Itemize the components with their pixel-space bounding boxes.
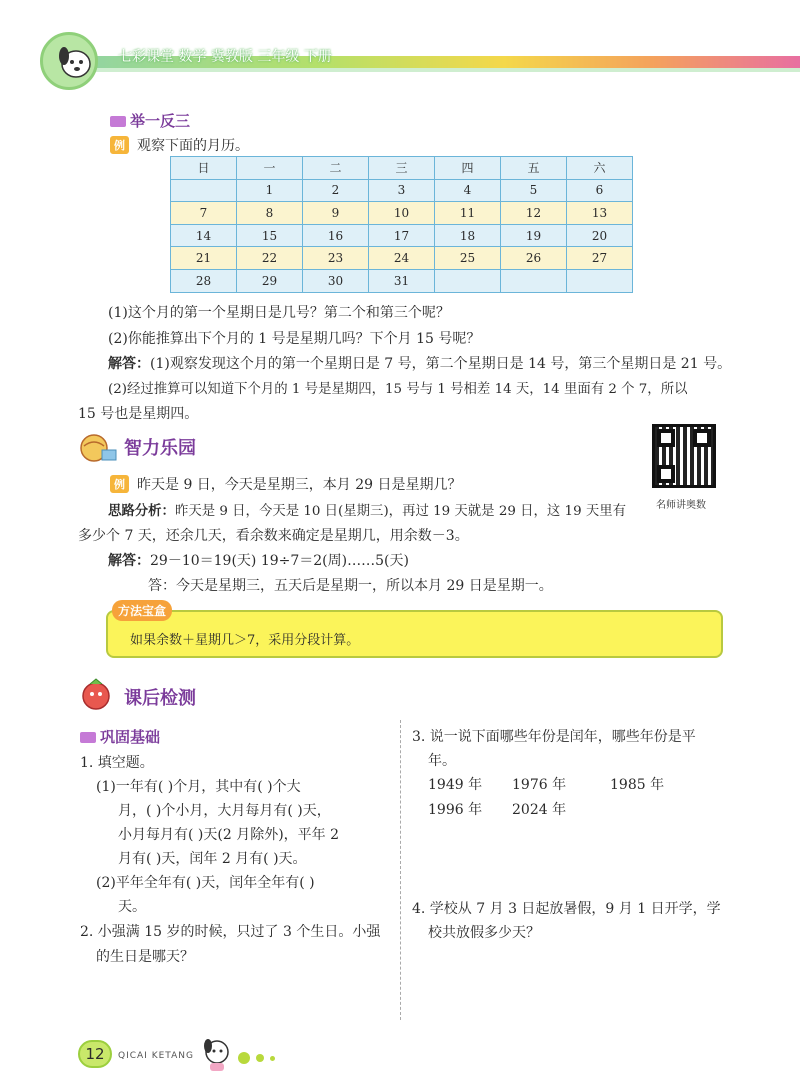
calendar-cell: 7 xyxy=(171,202,237,225)
calendar-cell: 8 xyxy=(237,202,303,225)
strawberry-mascot-icon xyxy=(76,676,118,712)
calendar-header-cell: 二 xyxy=(303,157,369,180)
dog-mascot-icon xyxy=(52,40,100,84)
calendar-cell xyxy=(567,269,633,292)
calendar-table xyxy=(170,156,633,293)
page-number: 12 xyxy=(78,1040,112,1068)
footer-brand: QICAI KETANG xyxy=(118,1051,194,1061)
calendar-cell: 30 xyxy=(303,269,369,292)
section-after-class-title: 课后检测 xyxy=(124,688,196,709)
exercise-1-line-2: 月，( )个小月，大月每月有( )天， xyxy=(118,803,331,819)
exercise-3-line-2: 年。 xyxy=(428,753,456,769)
example2-prompt-line xyxy=(110,474,462,494)
calendar-header-cell: 三 xyxy=(369,157,435,180)
calendar-cell: 3 xyxy=(369,179,435,202)
calendar-cell xyxy=(171,179,237,202)
book-icon xyxy=(110,116,126,127)
example1-answer-1: 解答：(1)观察发现这个月的第一个星期日是 7 号，第二个星期日是 14 号，第三个星期日是 21 号。 xyxy=(108,356,732,372)
calendar-cell: 5 xyxy=(501,179,567,202)
calendar-header-row xyxy=(171,157,633,180)
qr-caption: 名师讲奥数 xyxy=(656,500,706,511)
calendar-cell: 12 xyxy=(501,202,567,225)
exercise-1-line-5: (2)平年全年有( )天，闰年全年有( ) xyxy=(96,875,315,891)
calendar-cell: 9 xyxy=(303,202,369,225)
calendar-cell: 19 xyxy=(501,224,567,247)
calendar-cell: 20 xyxy=(567,224,633,247)
section-basic-title: 巩固基础 xyxy=(80,726,160,747)
method-tag: 方法宝盒 xyxy=(112,600,172,621)
year-item: 1949 年 xyxy=(428,777,483,793)
exercise-1-line-6: 天。 xyxy=(118,899,146,915)
calendar-cell: 15 xyxy=(237,224,303,247)
exercise-1-line-3: 小月每月有( )天(2 月除外)，平年 2 xyxy=(118,827,340,843)
example1-prompt-line xyxy=(110,135,249,155)
exercise-3-line-1: 3. 说一说下面哪些年份是闰年，哪些年份是平 xyxy=(412,729,696,745)
exercise-1-title: 1. 填空题。 xyxy=(80,755,154,771)
section-puzzle-title: 智力乐园 xyxy=(124,438,196,459)
example1-answer-2b: 15 号也是星期四。 xyxy=(78,406,199,422)
footer-dots xyxy=(238,1050,281,1066)
calendar-cell: 13 xyxy=(567,202,633,225)
example2-answer-text: 答：今天是星期三，五天后是星期一，所以本月 29 日是星期一。 xyxy=(148,578,553,594)
dog-mascot-icon xyxy=(200,1034,234,1074)
example1-prompt: 观察下面的月历。 xyxy=(137,138,249,154)
calendar-cell: 18 xyxy=(435,224,501,247)
calendar-cell: 21 xyxy=(171,247,237,270)
example1-question-2: (2)你能推算出下个月的 1 号是星期几吗？下个月 15 号呢？ xyxy=(108,331,481,347)
calendar-row xyxy=(171,224,633,247)
example-tag: 例 xyxy=(110,475,129,493)
calendar-cell: 31 xyxy=(369,269,435,292)
calendar-cell: 11 xyxy=(435,202,501,225)
calendar-row xyxy=(171,202,633,225)
calendar-cell: 23 xyxy=(303,247,369,270)
calendar-row xyxy=(171,247,633,270)
globe-mascot-icon xyxy=(76,428,118,464)
example1-question-1: (1)这个月的第一个星期日是几号？第二个和第三个呢？ xyxy=(108,305,450,321)
year-item: 2024 年 xyxy=(512,802,567,818)
year-item: 1985 年 xyxy=(610,777,665,793)
example2-analysis-b: 多少个 7 天，还余几天，看余数来确定是星期几，用余数－3。 xyxy=(78,528,469,544)
calendar-header-cell: 一 xyxy=(237,157,303,180)
calendar-cell: 29 xyxy=(237,269,303,292)
header-underline xyxy=(60,68,800,72)
calendar-cell: 2 xyxy=(303,179,369,202)
exercise-4-line-1: 4. 学校从 7 月 3 日起放暑假，9 月 1 日开学，学 xyxy=(412,901,721,917)
book-icon xyxy=(80,732,96,743)
page-header xyxy=(0,34,800,84)
calendar-header-cell: 日 xyxy=(171,157,237,180)
calendar-cell: 24 xyxy=(369,247,435,270)
calendar-cell: 28 xyxy=(171,269,237,292)
calendar-header-cell: 四 xyxy=(435,157,501,180)
exercise-2-line-2: 的生日是哪天？ xyxy=(96,949,194,965)
calendar-cell xyxy=(435,269,501,292)
calendar-cell: 1 xyxy=(237,179,303,202)
calendar-cell: 6 xyxy=(567,179,633,202)
calendar-cell: 17 xyxy=(369,224,435,247)
exercise-1-line-4: 月有( )天，闰年 2 月有( )天。 xyxy=(118,851,307,867)
section-example-title: 举一反三 xyxy=(110,110,190,131)
calendar-cell: 4 xyxy=(435,179,501,202)
calendar-header-cell: 五 xyxy=(501,157,567,180)
method-text: 如果余数＋星期几＞7，采用分段计算。 xyxy=(130,633,360,648)
calendar-cell xyxy=(501,269,567,292)
year-item: 1996 年 xyxy=(428,802,483,818)
example2-analysis-a: 思路分析：昨天是 9 日，今天是 10 日(星期三)，再过 19 天就是 29 日，这 19 天里有 xyxy=(108,504,627,519)
example1-answer-2a: (2)经过推算可以知道下个月的 1 号是星期四，15 号与 1 号相差 14 天，14 里面有 2 个 7，所以 xyxy=(108,382,688,397)
exercise-1-line-1: (1)一年有( )个月，其中有( )个大 xyxy=(96,779,301,795)
calendar-cell: 16 xyxy=(303,224,369,247)
calendar-cell: 27 xyxy=(567,247,633,270)
column-divider xyxy=(400,720,401,1020)
example2-prompt: 昨天是 9 日，今天是星期三，本月 29 日是星期几？ xyxy=(137,477,462,493)
qr-code[interactable] xyxy=(652,424,716,488)
calendar-cell: 14 xyxy=(171,224,237,247)
calendar-row xyxy=(171,269,633,292)
calendar-header-cell: 六 xyxy=(567,157,633,180)
exercise-4-line-2: 校共放假多少天？ xyxy=(428,925,540,941)
calendar-cell: 22 xyxy=(237,247,303,270)
calendar-row xyxy=(171,179,633,202)
calendar-cell: 10 xyxy=(369,202,435,225)
example-tag: 例 xyxy=(110,136,129,154)
exercise-2-line-1: 2. 小强满 15 岁的时候，只过了 3 个生日。小强 xyxy=(80,924,381,940)
calendar-cell: 26 xyxy=(501,247,567,270)
example2-answer-calc: 解答：29－10＝19(天) 19÷7＝2(周)……5(天) xyxy=(108,553,409,569)
year-item: 1976 年 xyxy=(512,777,567,793)
calendar-cell: 25 xyxy=(435,247,501,270)
header-title: 七彩课堂 数学 冀教版 三年级 下册 xyxy=(118,49,332,65)
